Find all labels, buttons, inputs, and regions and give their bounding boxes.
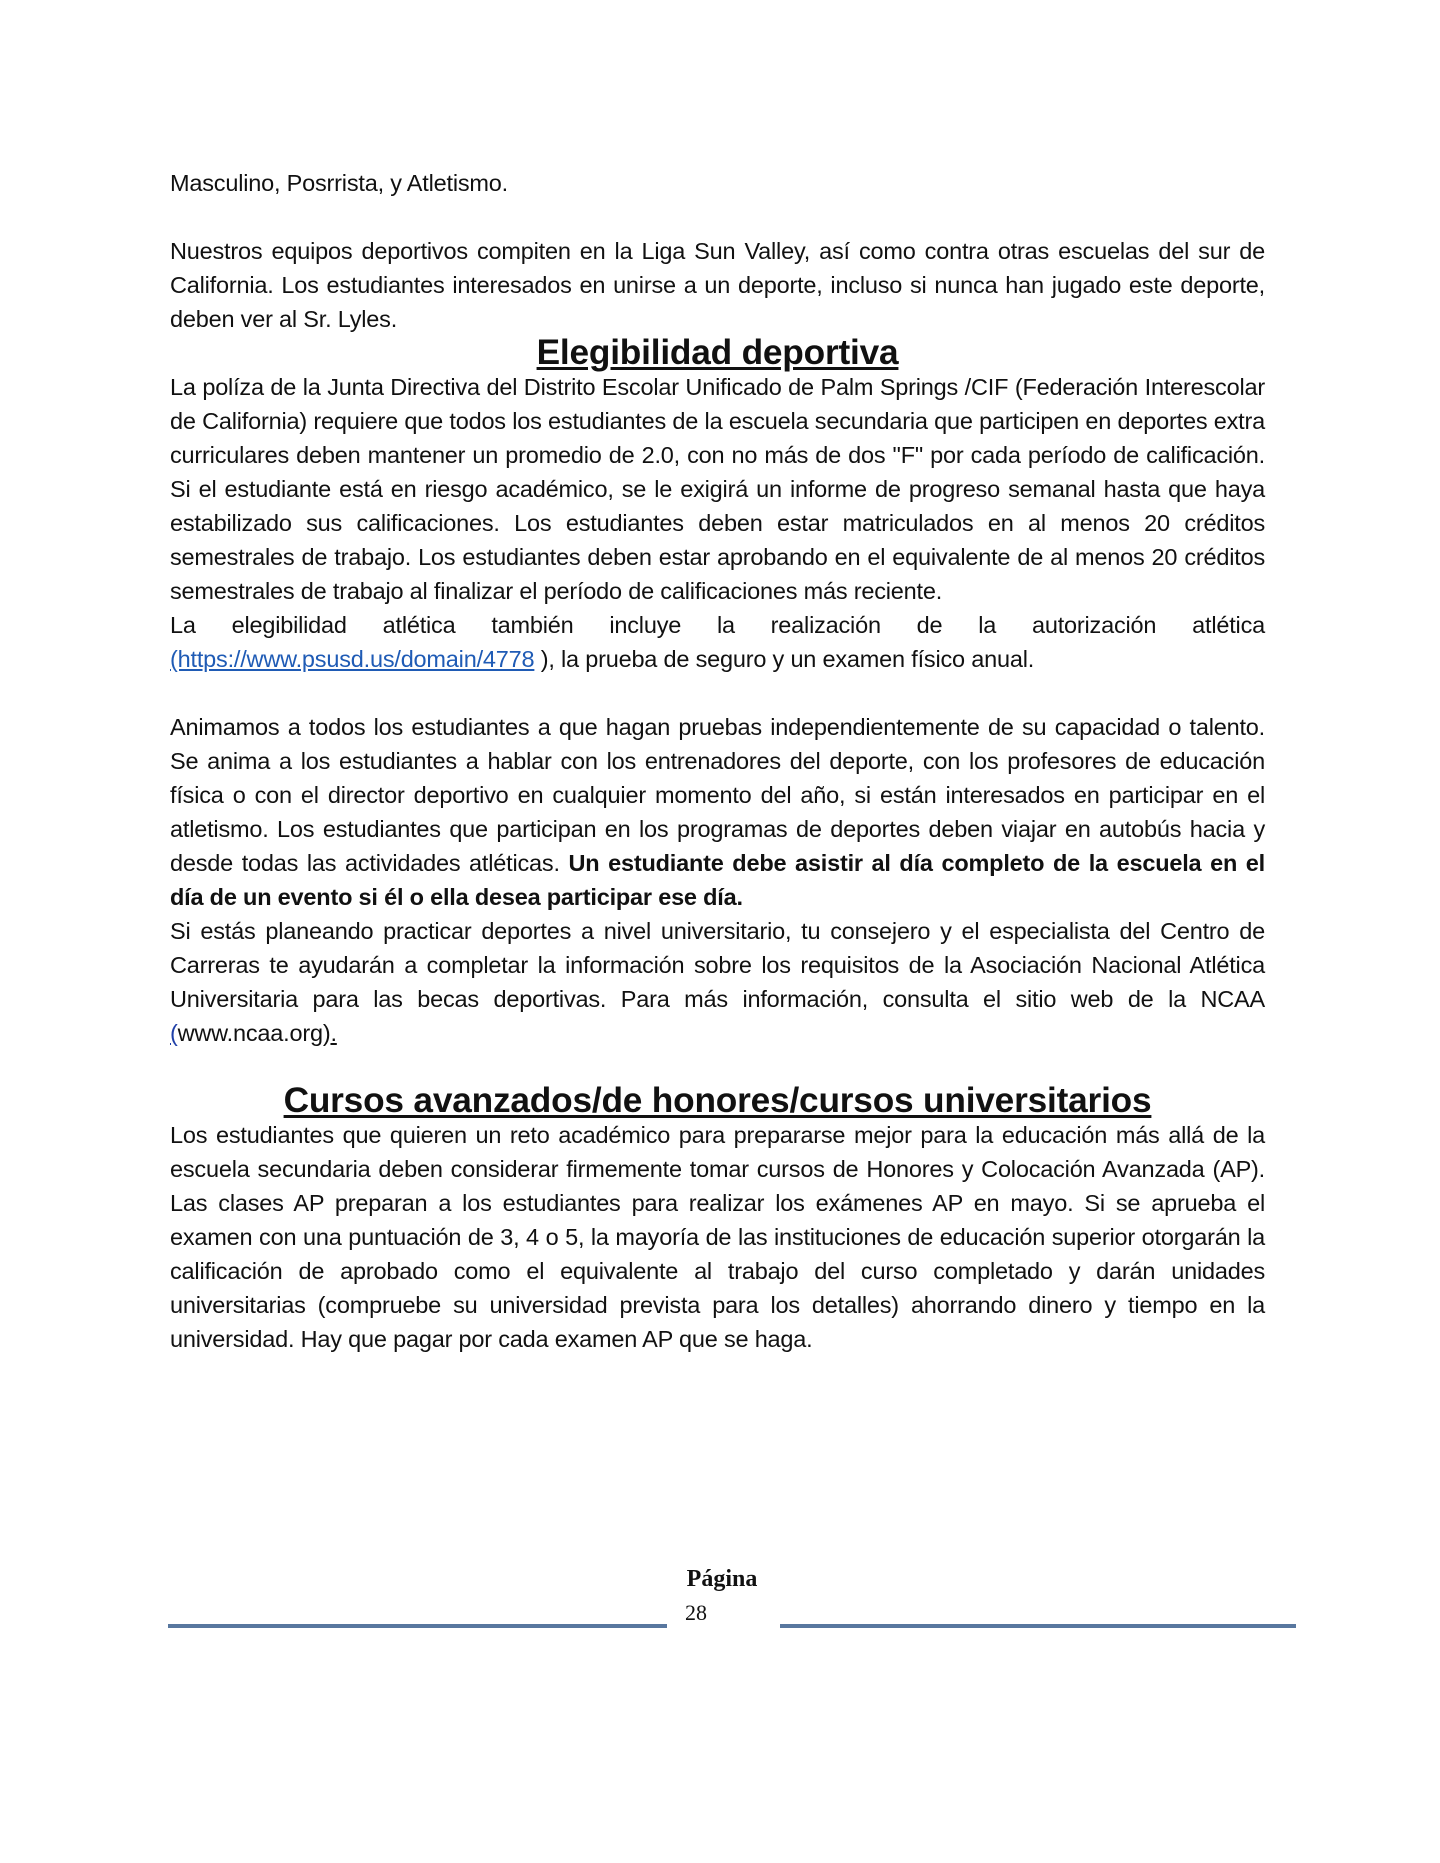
- ncaa-link-text[interactable]: www.ncaa.org): [177, 1020, 331, 1046]
- psusd-clearance-link[interactable]: (https://www.psusd.us/domain/4778: [170, 646, 535, 672]
- paragraph-eligibility-policy: La políza de la Junta Directiva del Distrito Escolar Unificado de Palm Springs /CIF (Federación Interescolar de California) requiere que todos los estudiantes de la escuela secundaria que participen en deportes extra curriculares deben mantener un promedio de 2.0, con no más de dos "F" por cada período de calificación. Si el estudiante está en riesgo académico, se le exigirá un informe de progreso semanal hasta que haya estabilizado sus calificaciones. Los estudiantes deben estar matriculados en al menos 20 créditos semestrales de trabajo. Los estudiantes deben estar aprobando en el equivalente de al menos 20 créditos semestrales de trabajo al finalizar el período de calificaciones más reciente.: [170, 374, 1265, 604]
- paragraph-tryouts: [170, 710, 1265, 914]
- clearance-text-end: ), la prueba de seguro y un examen físico anual.: [534, 646, 1035, 672]
- paragraph-ncaa: [170, 914, 1265, 1050]
- page-footer-label: [0, 1566, 1440, 1593]
- page-label: Página: [686, 1566, 758, 1592]
- footer-rule-right: [780, 1624, 1296, 1628]
- paragraph-spacer: [170, 676, 1265, 710]
- paragraph-spacer: [170, 1050, 1265, 1084]
- heading-sports-eligibility: Elegibilidad deportiva: [536, 333, 899, 372]
- paragraph-spacer: [170, 200, 1265, 234]
- document-body: [170, 166, 1265, 1356]
- ncaa-text: Si estás planeando practicar deportes a nivel universitario, tu consejero y el especialista del Centro de Carreras te ayudarán a completar la información sobre los requisitos de la Asociación Nacional Atlética Universitaria para las becas deportivas. Para más información, consulta el sitio web de la NCAA: [170, 918, 1265, 1012]
- tryouts-text: Animamos a todos los estudiantes a que hagan pruebas independientemente de su capacidad o talento. Se anima a los estudiantes a hablar con los entrenadores del deporte, con los profesores de educación física o con el director deportivo en cualquier momento del año, si están interesados en participar en el atletismo. Los estudiantes que participan en los programas de deportes deben viajar en autobús hacia y desde todas las actividades atléticas.: [170, 714, 1265, 876]
- full-day-attendance-notice: Un estudiante debe asistir al día completo de la escuela en el día de un evento si él o ella desea participar ese día.: [170, 850, 1266, 910]
- paragraph-ap-courses: Los estudiantes que quieren un reto académico para prepararse mejor para la educación más allá de la escuela secundaria deben considerar firmemente tomar cursos de Honores y Colocación Avanzada (AP). Las clases AP preparan a los estudiantes para realizar los exámenes AP en mayo. Si se aprueba el examen con una puntuación de 3, 4 o 5, la mayoría de las instituciones de educación superior otorgarán la calificación de aprobado como el equivalente al trabajo del curso completado y darán unidades universitarias (compruebe su universidad prevista para los detalles) ahorrando dinero y tiempo en la universidad. Hay que pagar por cada examen AP que se haga.: [170, 1122, 1265, 1352]
- ncaa-link-paren[interactable]: (: [170, 1020, 178, 1046]
- page-number: 28: [685, 1600, 707, 1625]
- clearance-text: La elegibilidad atlética también incluye la realización de la autorización atlética: [170, 612, 1265, 638]
- paragraph-sports-list-end: Masculino, Posrrista, y Atletismo.: [170, 170, 508, 196]
- footer-rule-left: [168, 1624, 667, 1628]
- paragraph-athletic-clearance: [170, 608, 1265, 676]
- ncaa-period: .: [330, 1020, 337, 1046]
- heading-advanced-courses: Cursos avanzados/de honores/cursos universitarios: [283, 1081, 1152, 1120]
- paragraph-sports-teams: Nuestros equipos deportivos compiten en la Liga Sun Valley, así como contra otras escuelas del sur de California. Los estudiantes interesados en unirse a un deporte, incluso si nunca han jugado este deporte, deben ver al Sr. Lyles.: [170, 238, 1265, 332]
